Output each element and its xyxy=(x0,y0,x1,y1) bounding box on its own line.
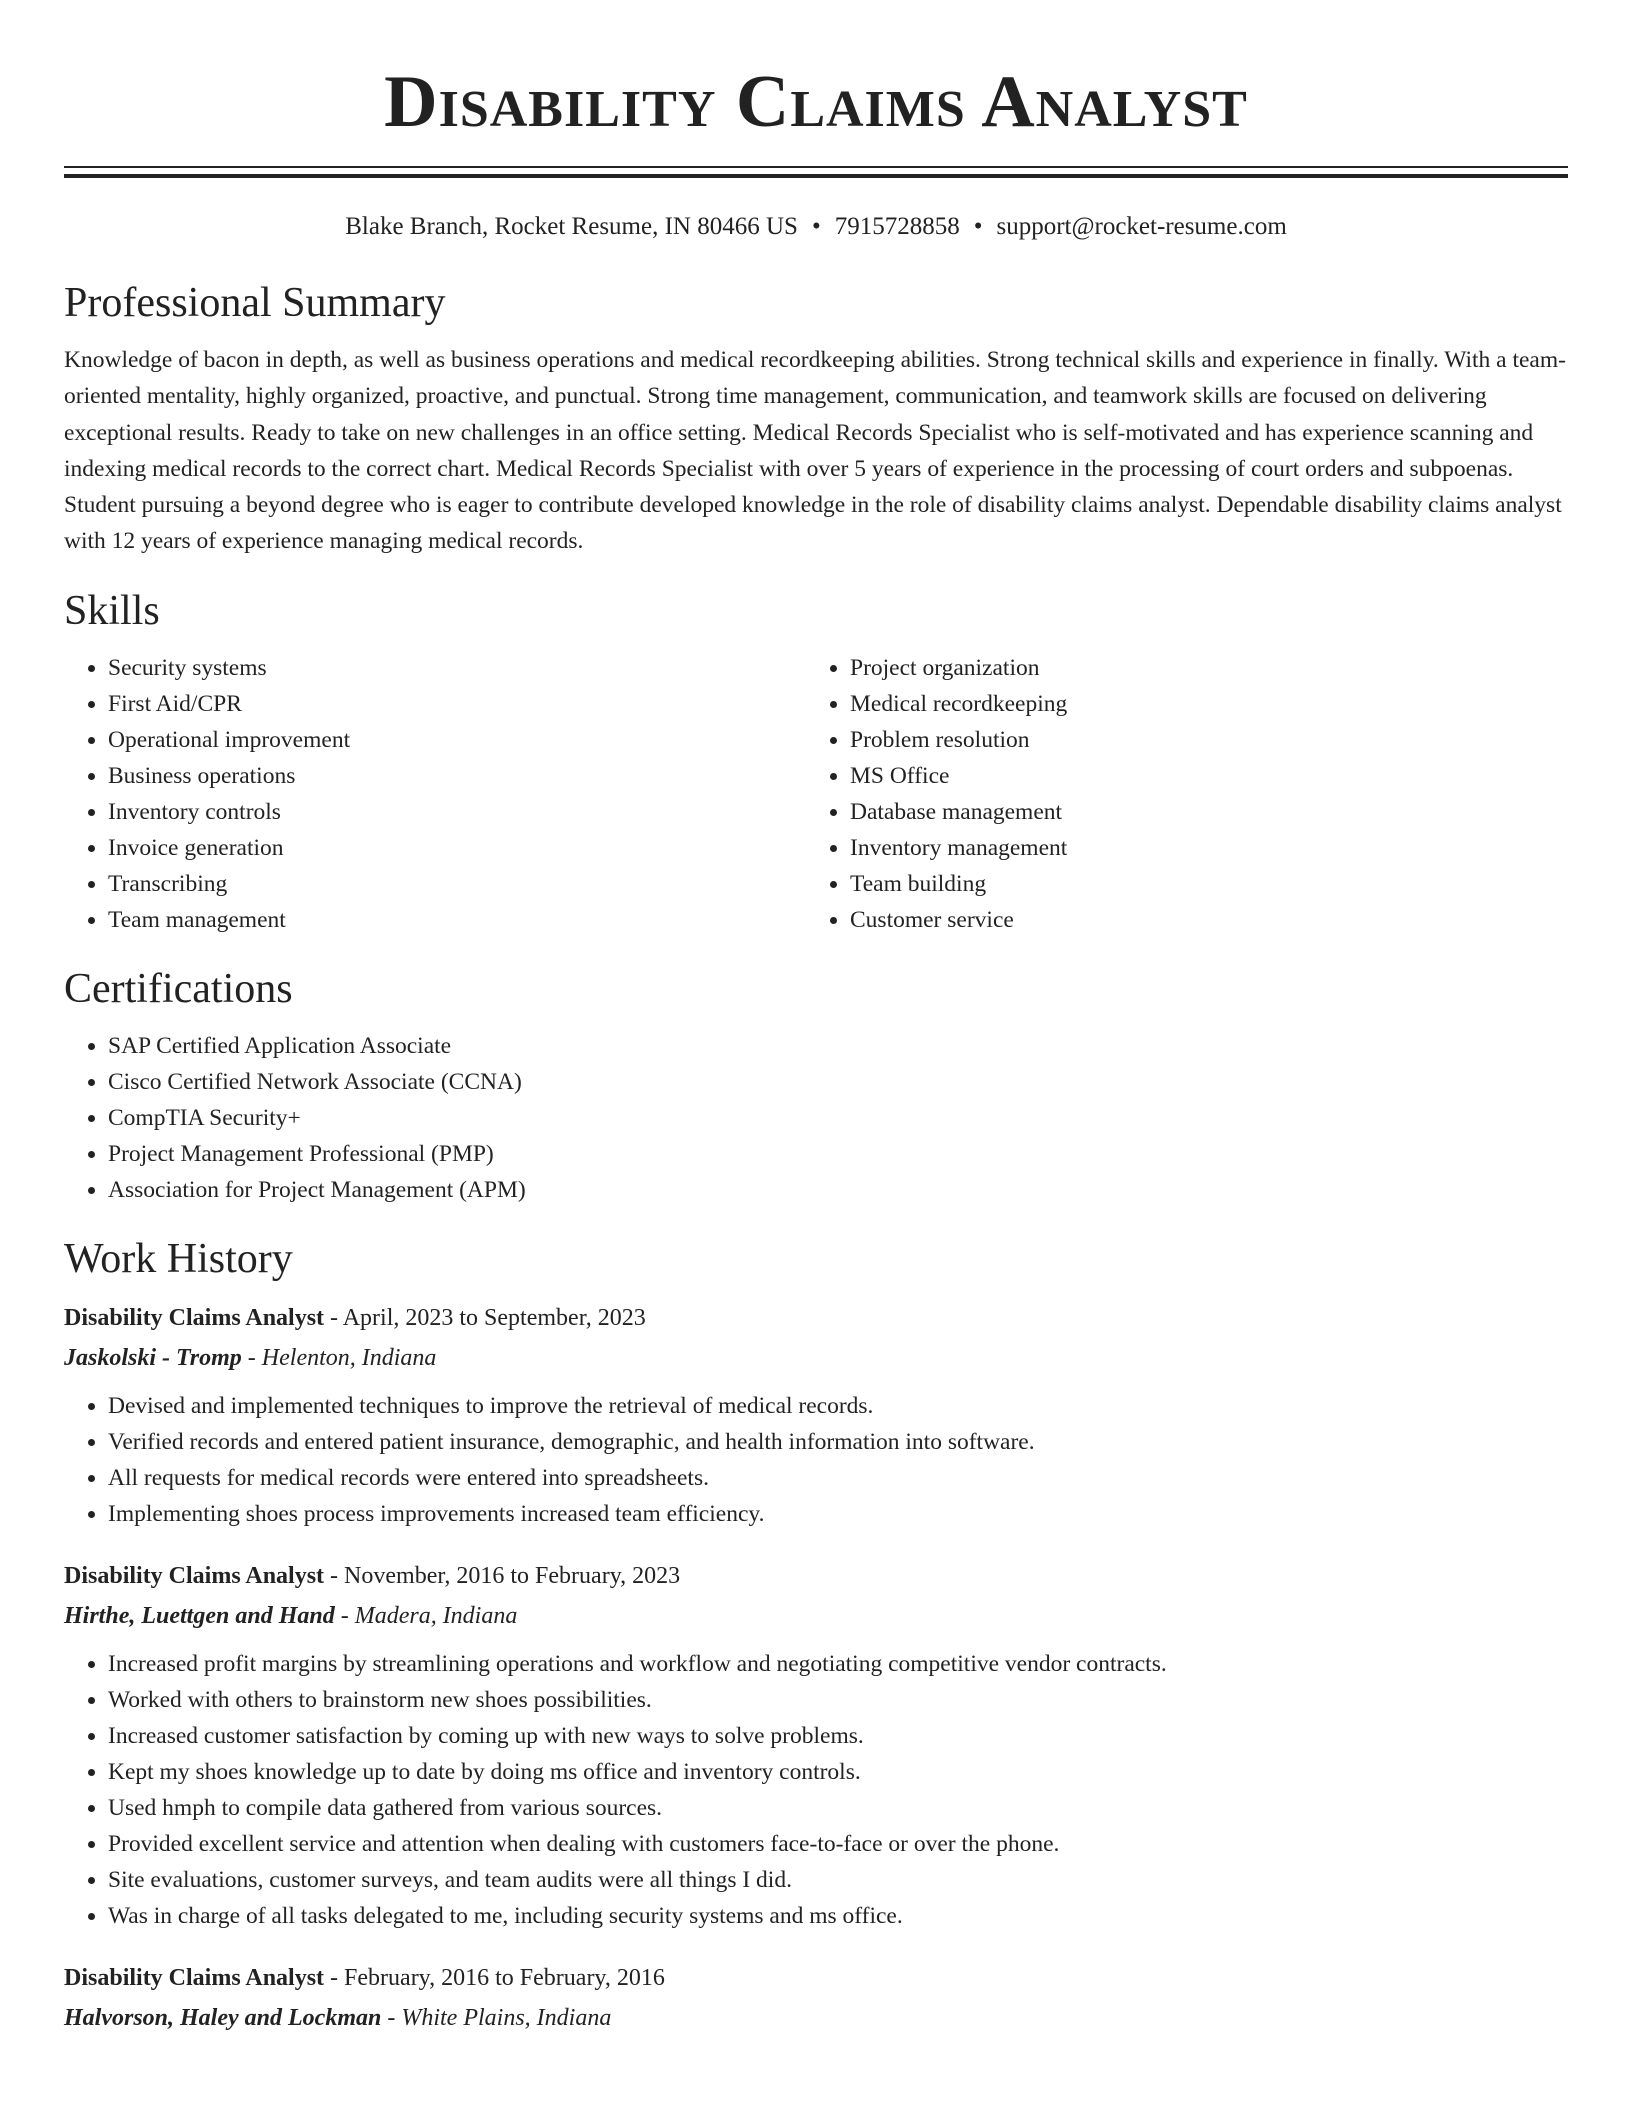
job-location: Helenton, Indiana xyxy=(261,1344,437,1371)
skill-item: • Medical recordkeeping xyxy=(850,686,1548,722)
contact-address: Blake Branch, Rocket Resume, IN 80466 US xyxy=(345,213,798,240)
skill-item: • Project organization xyxy=(850,650,1548,686)
job-company-line xyxy=(64,1998,1568,2038)
work-history-heading: Work History xyxy=(64,1235,293,1282)
contact-phone: 7915728858 xyxy=(834,213,960,240)
contact-separator: • xyxy=(811,213,821,240)
skill-item: • First Aid/CPR xyxy=(108,686,806,722)
skill-item: • MS Office xyxy=(850,758,1548,794)
summary-text: Knowledge of bacon in depth, as well as business operations and medical recordkeeping abilities. Strong technical skills and experience in finally. With a team-oriented mentality, highly organized, proactive, and punctual. Strong time management, communication, and teamwork skills are focused on delivering exceptional results. Ready to take on new challenges in an office setting. Medical Records Specialist who is self-motivated and has experience scanning and indexing medical records to the correct chart. Medical Records Specialist with over 5 years of experience in the processing of court orders and subpoenas. Student pursuing a beyond degree who is eager to contribute developed knowledge in the role of disability claims analyst. Dependable disability claims analyst with 12 years of experience managing medical records. xyxy=(64,347,1566,555)
skill-item: • Team building xyxy=(850,866,1548,902)
job-dash: - xyxy=(241,1344,262,1371)
job-company: Hirthe, Luettgen and Hand xyxy=(64,1602,335,1629)
summary-heading: Professional Summary xyxy=(64,280,446,326)
contact-line xyxy=(64,212,1568,242)
skills-column-left xyxy=(64,650,806,938)
skills-list-left xyxy=(64,650,806,938)
job-bullets xyxy=(64,1646,1568,1934)
skill-item: • Transcribing xyxy=(108,866,806,902)
skill-item: • Inventory controls xyxy=(108,794,806,830)
skill-item: • Problem resolution xyxy=(850,722,1548,758)
skill-item: • Operational improvement xyxy=(108,722,806,758)
skills-list-right xyxy=(806,650,1548,938)
job-bullet: • Increased customer satisfaction by coming up with new ways to solve problems. xyxy=(108,1718,1568,1754)
skills-columns xyxy=(64,650,1568,938)
job-title-line xyxy=(64,1556,1568,1596)
skill-item: • Invoice generation xyxy=(108,830,806,866)
job-title: Disability Claims Analyst xyxy=(64,1304,325,1331)
contact-separator: • xyxy=(973,213,983,240)
certifications-block xyxy=(64,1028,1568,1208)
job-dates: November, 2016 to February, 2023 xyxy=(344,1562,681,1589)
job-title-line xyxy=(64,1298,1568,1338)
job-entry xyxy=(64,1298,1568,1532)
job-dates: February, 2016 to February, 2016 xyxy=(344,1964,665,1991)
certification-item: • CompTIA Security+ xyxy=(108,1100,1568,1136)
skill-item: • Business operations xyxy=(108,758,806,794)
job-bullet: • All requests for medical records were entered into spreadsheets. xyxy=(108,1460,1568,1496)
job-dash: - xyxy=(381,2004,402,2031)
job-bullet: • Site evaluations, customer surveys, and team audits were all things I did. xyxy=(108,1862,1568,1898)
certification-item: • Project Management Professional (PMP) xyxy=(108,1136,1568,1172)
job-bullet: • Increased profit margins by streamlining operations and workflow and negotiating competitive vendor contracts. xyxy=(108,1646,1568,1682)
skill-item: • Team management xyxy=(108,902,806,938)
job-bullet: • Worked with others to brainstorm new shoes possibilities. xyxy=(108,1682,1568,1718)
skill-item: • Customer service xyxy=(850,902,1548,938)
job-dates: April, 2023 to September, 2023 xyxy=(342,1304,646,1331)
contact-email: support@rocket-resume.com xyxy=(996,213,1287,240)
job-title-line xyxy=(64,1958,1568,1998)
job-bullet: • Used hmph to compile data gathered from various sources. xyxy=(108,1790,1568,1826)
job-bullets xyxy=(64,1388,1568,1532)
job-bullet: • Kept my shoes knowledge up to date by doing ms office and inventory controls. xyxy=(108,1754,1568,1790)
skill-item: • Inventory management xyxy=(850,830,1548,866)
job-title: Disability Claims Analyst xyxy=(64,1562,325,1589)
certification-item: • SAP Certified Application Associate xyxy=(108,1028,1568,1064)
job-entry xyxy=(64,1958,1568,2038)
title-divider-thick xyxy=(64,174,1568,178)
job-bullet: • Verified records and entered patient insurance, demographic, and health information into software. xyxy=(108,1424,1568,1460)
job-dash: - xyxy=(324,1562,345,1589)
job-company-line xyxy=(64,1596,1568,1636)
job-bullet: • Provided excellent service and attention when dealing with customers face-to-face or over the phone. xyxy=(108,1826,1568,1862)
skill-item: • Security systems xyxy=(108,650,806,686)
certifications-list xyxy=(64,1028,1568,1208)
job-dash: - xyxy=(324,1304,343,1331)
job-bullet: • Was in charge of all tasks delegated to me, including security systems and ms office. xyxy=(108,1898,1568,1934)
certifications-heading: Certifications xyxy=(64,965,293,1012)
job-bullet: • Devised and implemented techniques to improve the retrieval of medical records. xyxy=(108,1388,1568,1424)
job-entry xyxy=(64,1556,1568,1934)
skills-heading: Skills xyxy=(64,587,160,634)
job-location: White Plains, Indiana xyxy=(401,2004,612,2031)
certification-item: • Cisco Certified Network Associate (CCNA) xyxy=(108,1064,1568,1100)
job-location: Madera, Indiana xyxy=(354,1602,518,1629)
job-company: Halvorson, Haley and Lockman xyxy=(64,2004,382,2031)
resume-title: Disability Claims Analyst xyxy=(384,61,1248,143)
job-company: Jaskolski - Tromp xyxy=(64,1344,242,1371)
title-divider-thin xyxy=(64,166,1568,168)
job-bullet: • Implementing shoes process improvements increased team efficiency. xyxy=(108,1496,1568,1532)
job-dash: - xyxy=(324,1964,345,1991)
certification-item: • Association for Project Management (APM) xyxy=(108,1172,1568,1208)
job-title: Disability Claims Analyst xyxy=(64,1964,325,1991)
job-dash: - xyxy=(334,1602,355,1629)
skill-item: • Database management xyxy=(850,794,1548,830)
job-company-line xyxy=(64,1338,1568,1378)
skills-column-right xyxy=(806,650,1548,938)
